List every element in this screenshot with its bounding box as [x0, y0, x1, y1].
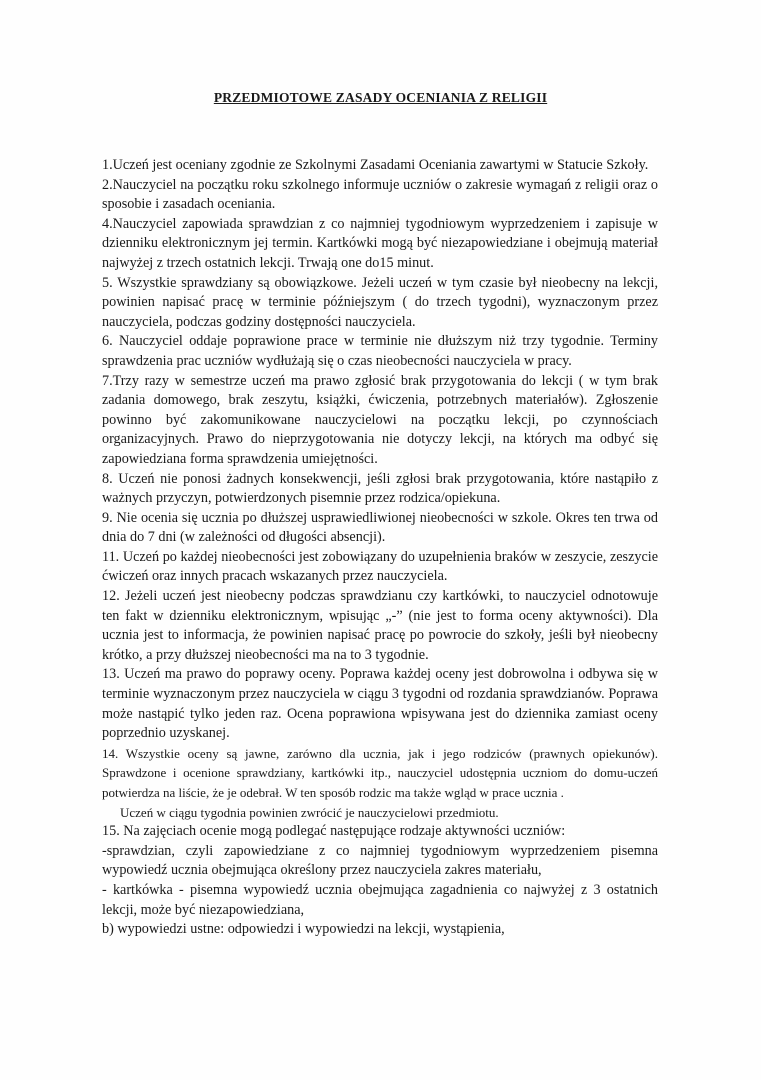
- paragraph-9: 9. Nie ocenia się ucznia po dłuższej usprawiedliwionej nieobecności w szkole. Okres ten trwa od dnia do 7 dni (w zależności od długości absencji).: [102, 509, 658, 546]
- paragraph-14: 14. Wszystkie oceny są jawne, zarówno dla ucznia, jak i jego rodziców (prawnych opiekunów). Sprawdzone i ocenione sprawdziany, kartkówki itp., nauczyciel udostępnia uczniom do domu-uczeń potwierdza na liście, że je odebrał. W ten sposób rodzic ma także wgląd w prace ucznia .: [102, 745, 658, 800]
- paragraph-13: 13. Uczeń ma prawo do poprawy oceny. Poprawa każdej oceny jest dobrowolna i odbywa się w terminie wyznaczonym przez nauczyciela w ciągu 3 tygodni od rozdania sprawdzianów. Poprawa może nastąpić tylko jeden raz. Ocena poprawiona wpisywana jest do dziennika zamiast oceny poprzednio uzyskanej.: [102, 666, 658, 742]
- paragraph-4: 4.Nauczyciel zapowiada sprawdzian z co najmniej tygodniowym wyprzedzeniem i zapisuje w dzienniku elektronicznym jej termin. Kartkówki mogą być niezapowiedziane i obejmują materiał najwyżej z trzech ostatnich lekcji. Trwają one do15 minut.: [102, 215, 658, 271]
- paragraph-7: 7.Trzy razy w semestrze uczeń ma prawo zgłosić brak przygotowania do lekcji ( w tym brak zadania domowego, brak zeszytu, książki, ćwiczenia, potrzebnych materiałów). Zgłoszenie powinno być zakomunikowane nauczycielowi na początku lekcji, po czynnościach organizacyjnych. Prawo do nieprzygotowania nie dotyczy lekcji, na których ma odbyć się zapowiedziana forma sprawdzenia umiejętności.: [102, 372, 658, 467]
- list-item-kartkowka: - kartkówka - pisemna wypowiedź ucznia obejmująca zagadnienia co najwyżej z 3 ostatnich lekcji, może być niezapowiedziana,: [102, 881, 658, 918]
- list-item-wypowiedzi-ustne: b) wypowiedzi ustne: odpowiedzi i wypowiedzi na lekcji, wystąpienia,: [102, 921, 505, 938]
- paragraph-2: 2.Nauczyciel na początku roku szkolnego informuje uczniów o zakresie wymagań z religii oraz o sposobie i zasadach oceniania.: [102, 176, 658, 213]
- paragraph-11: 11. Uczeń po każdej nieobecności jest zobowiązany do uzupełnienia braków w zeszycie, zeszycie ćwiczeń oraz innych pracach wskazanych przez nauczyciela.: [102, 548, 658, 585]
- paragraph-8: 8. Uczeń nie ponosi żadnych konsekwencji, jeśli zgłosi brak przygotowania, które nastąpiło z ważnych przyczyn, potwierdzonych pisemnie przez rodzica/opiekuna.: [102, 470, 658, 507]
- paragraph-12: 12. Jeżeli uczeń jest nieobecny podczas sprawdzianu czy kartkówki, to nauczyciel odnotowuje ten fakt w dzienniku elektronicznym, wpisując „-” (nie jest to forma oceny aktywności). Dla ucznia jest to informacja, że powinien napisać pracę po powrocie do szkoły, jeśli był nieobecny krótko, a przy dłuższej nieobecności ma na to 3 tygodnie.: [102, 588, 658, 663]
- paragraph-6: 6. Nauczyciel oddaje poprawione prace w terminie nie dłuższym niż trzy tygodnie. Terminy sprawdzenia prac uczniów wydłużają się o czas nieobecności nauczyciela w pracy.: [102, 333, 658, 369]
- paragraph-5: 5. Wszystkie sprawdziany są obowiązkowe. Jeżeli uczeń w tym czasie był nieobecny na lekcji, powinien napisać pracę w terminie późniejszym ( do trzech tygodni), wyznaczonym przez nauczyciela, podczas godziny dostępności nauczyciela.: [102, 274, 658, 330]
- paragraph-15: 15. Na zajęciach ocenie mogą podlegać następujące rodzaje aktywności uczniów:: [102, 823, 566, 840]
- paragraph-1: 1.Uczeń jest oceniany zgodnie ze Szkolnymi Zasadami Oceniania zawartymi w Statucie Szkoły.: [102, 157, 649, 173]
- paragraph-14-continued: Uczeń w ciągu tygodnia powinien zwrócić je nauczycielowi przedmiotu.: [120, 804, 499, 820]
- document-body: [102, 156, 658, 940]
- list-item-sprawdzian: -sprawdzian, czyli zapowiedziane z co najmniej tygodniowym wyprzedzeniem pisemna wypowiedź ucznia obejmująca określony przez nauczyciela zakres materiału,: [102, 842, 658, 879]
- document-title: PRZEDMIOTOWE ZASADY OCENIANIA Z RELIGII: [213, 90, 548, 105]
